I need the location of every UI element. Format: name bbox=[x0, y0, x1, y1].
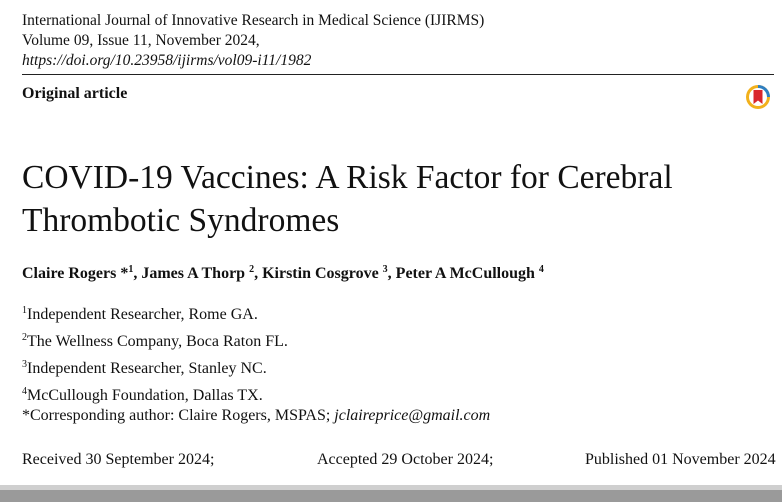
journal-volume: Volume 09, Issue 11, November 2024, bbox=[22, 32, 260, 49]
affiliation-mark: 4 bbox=[22, 386, 27, 397]
affiliation-item bbox=[22, 299, 288, 326]
affiliation-item bbox=[22, 353, 288, 380]
header-divider bbox=[22, 74, 774, 75]
affiliation-text: The Wellness Company, Boca Raton FL. bbox=[27, 333, 288, 350]
received-date: Received 30 September 2024; bbox=[22, 451, 215, 468]
author-affiliation-mark: 2 bbox=[249, 264, 255, 275]
bottom-bar bbox=[0, 485, 782, 502]
affiliation-text: Independent Researcher, Rome GA. bbox=[27, 306, 258, 323]
author-name: James A Thorp bbox=[141, 265, 250, 282]
affiliation-mark: 1 bbox=[22, 305, 27, 316]
journal-name: International Journal of Innovative Research in Medical Science (IJIRMS) bbox=[22, 12, 485, 29]
bottom-bar-highlight bbox=[0, 485, 782, 490]
doi-link[interactable]: https://doi.org/10.23958/ijirms/vol09-i11/1982 bbox=[22, 52, 312, 69]
article-title: COVID-19 Vaccines: A Risk Factor for Cerebral Thrombotic Syndromes bbox=[22, 159, 673, 239]
affiliation-text: McCullough Foundation, Dallas TX. bbox=[27, 387, 263, 404]
author-separator: , bbox=[254, 265, 263, 282]
published-date: Published 01 November 2024 bbox=[585, 451, 776, 468]
crossmark-icon[interactable] bbox=[745, 84, 771, 110]
author-name: Claire Rogers * bbox=[22, 265, 129, 282]
author-name: Peter A McCullough bbox=[395, 265, 539, 282]
affiliation-item bbox=[22, 326, 288, 353]
author-separator: , bbox=[133, 265, 142, 282]
accepted-date: Accepted 29 October 2024; bbox=[317, 451, 494, 468]
author-affiliation-mark: 1 bbox=[128, 264, 134, 275]
author-affiliation-mark: 4 bbox=[538, 264, 544, 275]
affiliation-text: Independent Researcher, Stanley NC. bbox=[27, 360, 267, 377]
corresponding-author bbox=[22, 407, 490, 425]
corresponding-label: *Corresponding author: Claire Rogers, MSPAS; bbox=[22, 407, 335, 424]
affiliation-mark: 3 bbox=[22, 359, 27, 370]
journal-header bbox=[22, 11, 484, 71]
author-separator: , bbox=[387, 265, 396, 282]
affiliation-item bbox=[22, 380, 288, 407]
article-type: Original article bbox=[22, 85, 128, 102]
author-affiliation-mark: 3 bbox=[382, 264, 388, 275]
affiliation-list bbox=[22, 299, 288, 407]
author-name: Kirstin Cosgrove bbox=[262, 265, 383, 282]
author-list bbox=[22, 264, 544, 283]
corresponding-email[interactable]: jclaireprice@gmail.com bbox=[334, 407, 491, 424]
affiliation-mark: 2 bbox=[22, 332, 27, 343]
